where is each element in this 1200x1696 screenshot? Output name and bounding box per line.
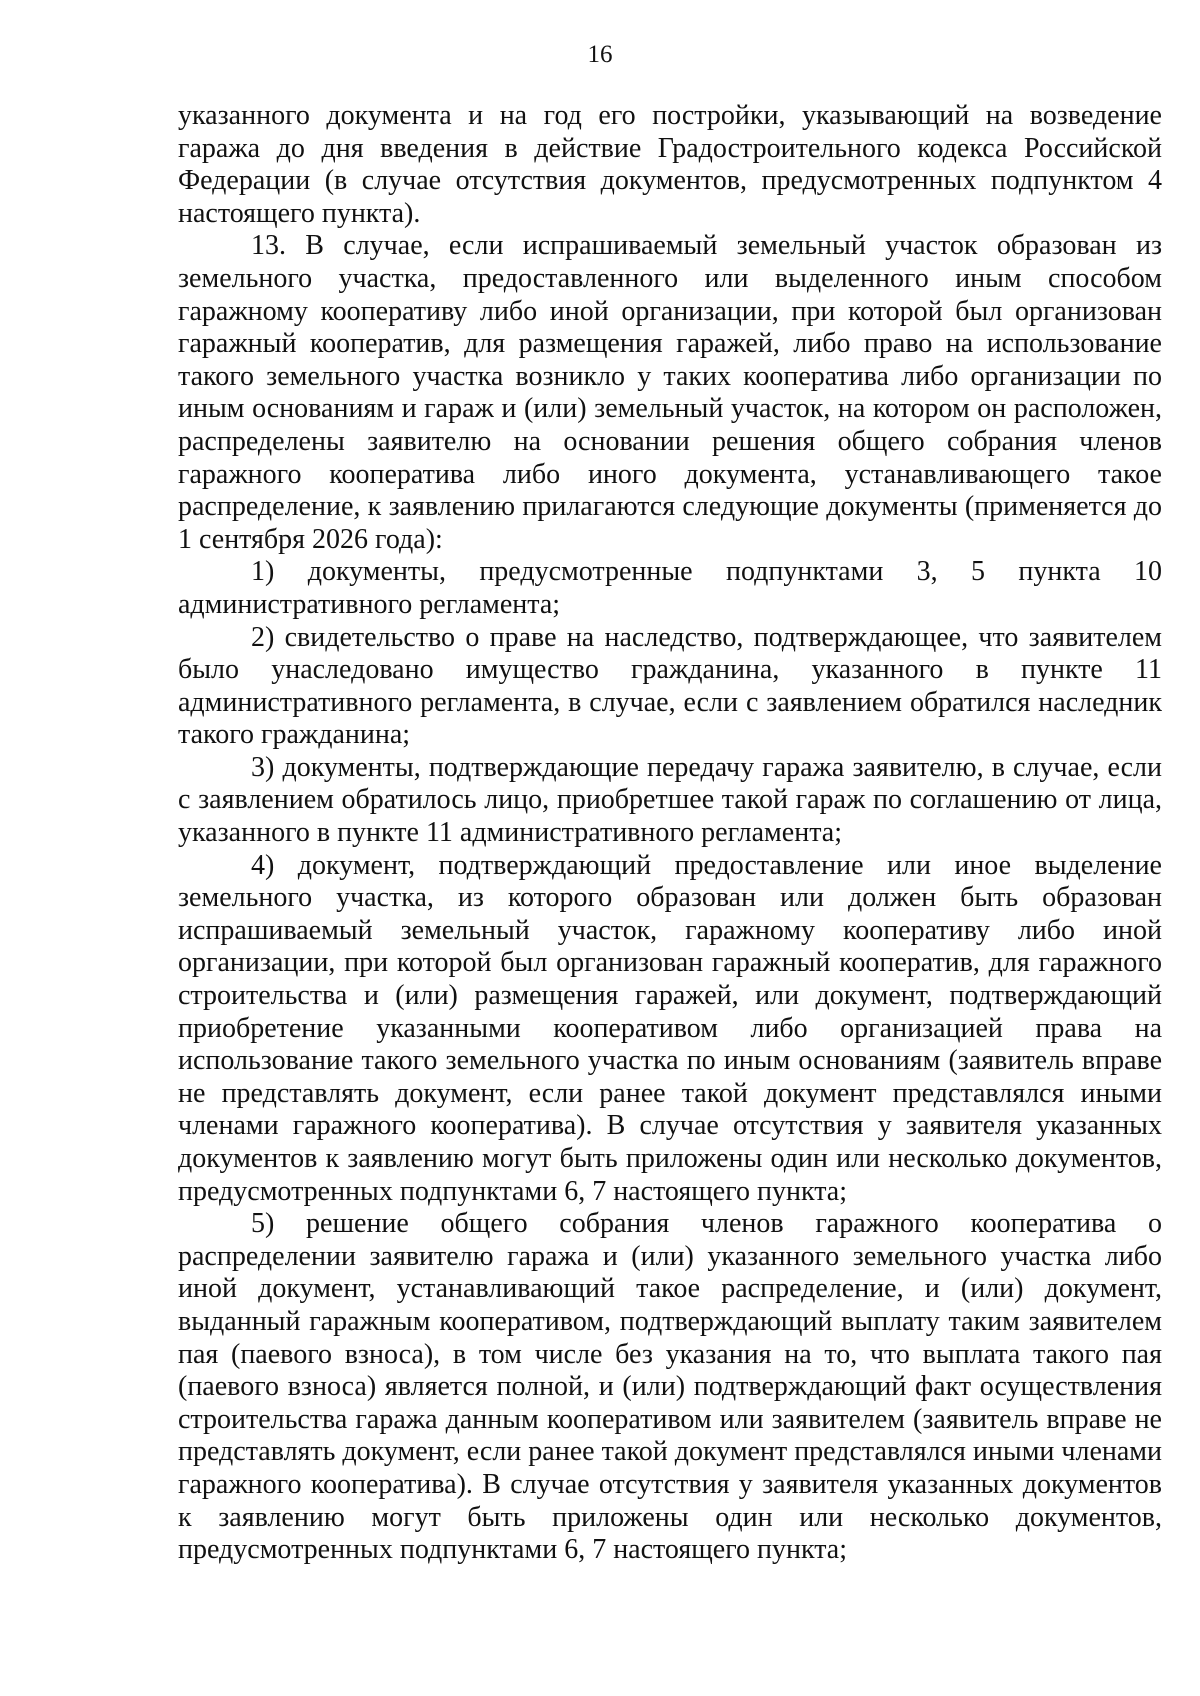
paragraph-subitem-4: 4) документ, подтверждающий предоставление или иное выделение земельного участка, из которого образован или должен быть образован испрашиваемый земельный участок, гаражному кооперативу либо иной организации, при которой был организован гаражный кооператив, для гаражного строительства и (или) размещения гаражей, или документ, подтверждающий приобретение указанными кооперативом либо организацией права на использование такого земельного участка по иным основаниям (заявитель вправе не представлять документ, если ранее такой документ представлялся иными членами гаражного кооператива). В случае отсутствия у заявителя указанных документов к заявлению могут быть приложены один или несколько документов, предусмотренных подпунктами 6, 7 настоящего пункта; xyxy=(178,849,1162,1207)
paragraph-subitem-3: 3) документы, подтверждающие передачу гаража заявителю, в случае, если с заявлением обратилось лицо, приобретшее такой гараж по соглашению от лица, указанного в пункте 11 административного регламента; xyxy=(178,751,1162,849)
paragraph-item-13: 13. В случае, если испрашиваемый земельный участок образован из земельного участка, предоставленного или выделенного иным способом гаражному кооперативу либо иной организации, при которой был организован гаражный кооператив, для размещения гаражей, либо право на использование такого земельного участка возникло у таких кооператива либо организации по иным основаниям и гараж и (или) земельный участок, на котором он расположен, распределены заявителю на основании решения общего собрания членов гаражного кооператива либо иного документа, устанавливающего такое распределение, к заявлению прилагаются следующие документы (применяется до 1 сентября 2026 года): xyxy=(178,230,1162,555)
paragraph-subitem-5: 5) решение общего собрания членов гаражного кооператива о распределении заявителю гаража и (или) указанного земельного участка либо иной документ, устанавливающий такое распределение, и (или) документ, выданный гаражным кооперативом, подтверждающий выплату таким заявителем пая (паевого взноса), в том числе без указания на то, что выплата такого пая (паевого взноса) является полной, и (или) подтверждающий факт осуществления строительства гаража данным кооперативом или заявителем (заявитель вправе не представлять документ, если ранее такой документ представлялся иными членами гаражного кооператива). В случае отсутствия у заявителя указанных документов к заявлению могут быть приложены один или несколько документов, предусмотренных подпунктами 6, 7 настоящего пункта; xyxy=(178,1208,1162,1566)
paragraph-subitem-1: 1) документы, предусмотренные подпунктами 3, 5 пункта 10 административного регламента; xyxy=(178,556,1162,620)
paragraph-subitem-2: 2) свидетельство о праве на наследство, подтверждающее, что заявителем было унаследовано имущество гражданина, указанного в пункте 11 административного регламента, в случае, если с заявлением обратился наследник такого гражданина; xyxy=(178,621,1162,751)
page-number: 16 xyxy=(587,41,613,68)
paragraph-continuation: указанного документа и на год его постройки, указывающий на возведение гаража до дня введения в действие Градостроительного кодекса Российской Федерации (в случае отсутствия документов, предусмотренных подпунктом 4 настоящего пункта). xyxy=(178,100,1162,229)
document-body xyxy=(178,100,1162,1567)
